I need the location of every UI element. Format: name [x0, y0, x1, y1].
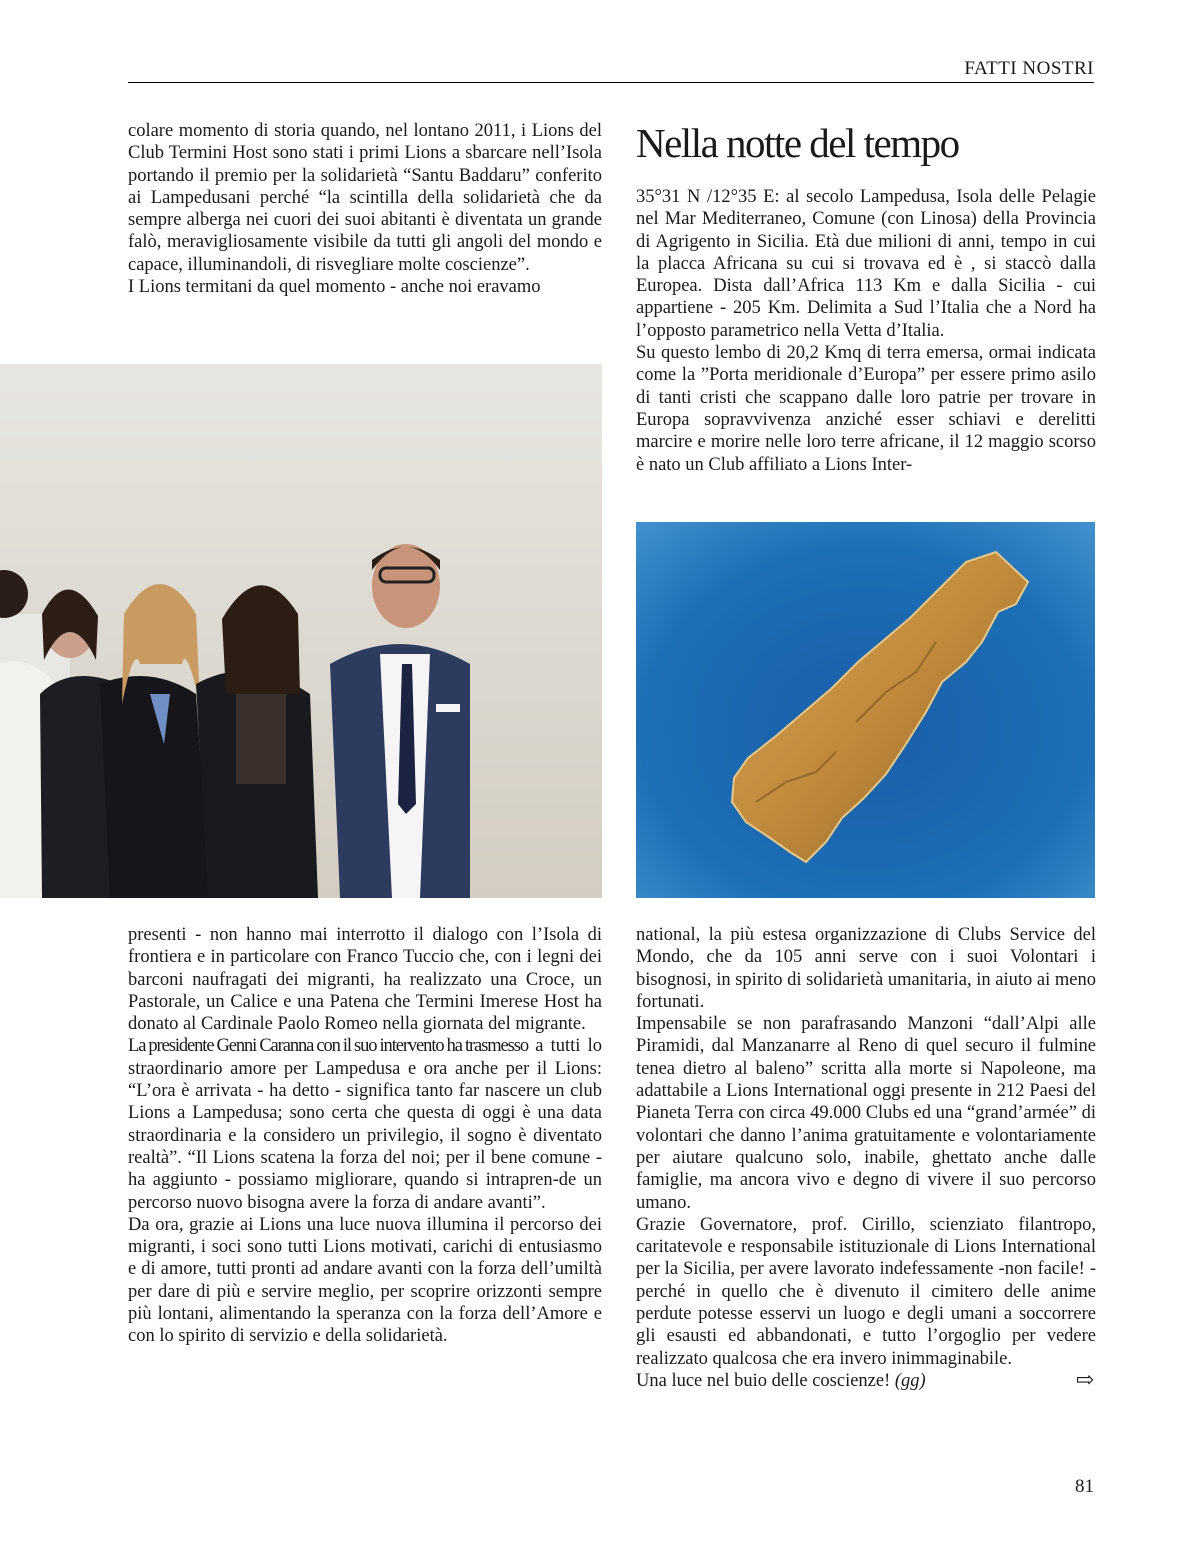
- paragraph: Da ora, grazie ai Lions una luce nuova illumina il percorso dei migranti, i soci sono tutti Lions motivati, carichi di entusiasmo e di amore, tutti pronti ad andare avanti con la forza dell’umiltà per dare di più e servire meglio, per scoprire orizzonti sempre più lontani, alimentando la speranza con la forza dell’Amore e con lo spirito di servizio e della solidarietà.: [128, 1214, 602, 1347]
- author-initials: (gg): [894, 1370, 926, 1391]
- header-rule: [128, 82, 1094, 83]
- column-left-bottom: [128, 924, 602, 1348]
- paragraph: [128, 1035, 602, 1213]
- paragraph: 35°31 N /12°35 E: al secolo Lampedusa, Isola delle Pelagie nel Mar Mediterraneo, Comune (con Linosa) della Provincia di Agrigento in Sicilia. Età due milioni di anni, tempo in cui la placca Africana su cui si trovava ed è , si staccò dalla Europea. Dista dall’Africa 113 Km e dalla Sicilia - cui appartiene - 205 Km. Delimita a Sud l’Italia che a Nord ha l’opposto parametrico nella Vetta d’Italia.: [636, 187, 1096, 341]
- paragraph: colare momento di storia quando, nel lontano 2011, i Lions del Club Termini Host sono stati i primi Lions a sbarcare nell’Isola portando il premio per la solidarietà “Santu Baddaru” conferito ai Lampedusani perché “la scintilla della solidarietà che da sempre alberga nei cuori dei suoi abitanti è diventata un grande falò, meravigliosamente visibile da tutti gli angoli del mondo e capace, illuminandoli, di risvegliare molte coscienze”.: [128, 121, 602, 275]
- column-right-bottom: [636, 924, 1096, 1392]
- paragraph: presenti - non hanno mai interrotto il dialogo con l’Isola di frontiera e in particolare con Franco Tuccio che, con i legni dei barconi naufragati dei migranti, ha realizzato una Croce, un Pastorale, un Calice e una Patena che Termini Imerese Host ha donato al Cardinale Paolo Romeo nella giornata del migrante.: [128, 925, 602, 1035]
- paragraph-continuation: a tutti lo straordinario amore per Lampedusa e ora anche per il Lions: “L’ora è arrivata - ha detto - significa tanto far nascere un club Lions a Lampedusa; sono certa che questa di oggi è una data straordinaria e la considero un privilegio, il sogno è diventato realtà”. “Il Lions scatena la forza del noi; per il bene comune - ha aggiunto - possiamo migliorare, quando si intrapren-de un percorso nuovo bisogna avere la forza di andare avanti”.: [128, 1036, 603, 1213]
- column-left-top: [128, 120, 602, 298]
- island-photo: [636, 522, 1095, 898]
- page-number: 81: [1075, 1476, 1094, 1497]
- compressed-line: La presidente Genni Caranna con il suo intervento ha trasmesso: [128, 1036, 529, 1057]
- paragraph: national, la più estesa organizzazione di Clubs Service del Mondo, che da 105 anni serve con i suoi Volontari i bisognosi, in spirito di solidarietà umanitaria, in aiuto ai meno fortunati.: [636, 925, 1096, 1012]
- paragraph: Grazie Governatore, prof. Cirillo, scienziato filantropo, caritatevole e responsabile istituzionale di Lions International per la Sicilia, per avere lavorato indefessamente -non facile! - perché in quello che è divenuto il cimitero delle anime perdute potesse esservi un luogo e degli umani a soccorrere gli esausti ed abbandonati, e tutto l’orgoglio per vedere realizzato qualcosa che era invero inimmaginabile.: [636, 1214, 1096, 1369]
- article-title: Nella notte del tempo: [636, 120, 959, 166]
- paragraph: Impensabile se non parafrasando Manzoni “dall’Alpi alle Piramidi, dal Manzanarre al Reno di quel securo il fulmine tenea dietro al baleno” scritta alla morte si Napoleone, ma adattabile a Lions International oggi presente in 212 Paesi del Pianeta Terra con circa 49.000 Clubs ed una “grand’armée” di volontari che danno l’anima gratuitamente e volontariamente per aiutare qualcuno solo, inabile, ghettato anche dalle famiglie, ma ancora vivo e degno di vivere il suo percorso umano.: [636, 1014, 1096, 1213]
- paragraph: I Lions termitani da quel momento - anche noi eravamo: [128, 277, 541, 298]
- section-label: FATTI NOSTRI: [964, 58, 1094, 79]
- signoff-line: [636, 1366, 1096, 1392]
- signoff-text: Una luce nel buio delle coscienze!: [636, 1370, 895, 1391]
- column-right-top: [636, 186, 1096, 476]
- arrow-right-icon: ⇨: [1075, 1366, 1094, 1392]
- group-photo: [0, 364, 602, 898]
- paragraph: Su questo lembo di 20,2 Kmq di terra emersa, ormai indicata come la ”Porta meridionale d’Europa” per essere primo asilo di tanti cristi che scappano dalle loro patrie per trovare in Europa sopravvivenza anziché esser schiavi e derelitti marcire e morire nelle loro terre africane, il 12 maggio scorso è nato un Club affiliato a Lions Inter-: [636, 343, 1096, 475]
